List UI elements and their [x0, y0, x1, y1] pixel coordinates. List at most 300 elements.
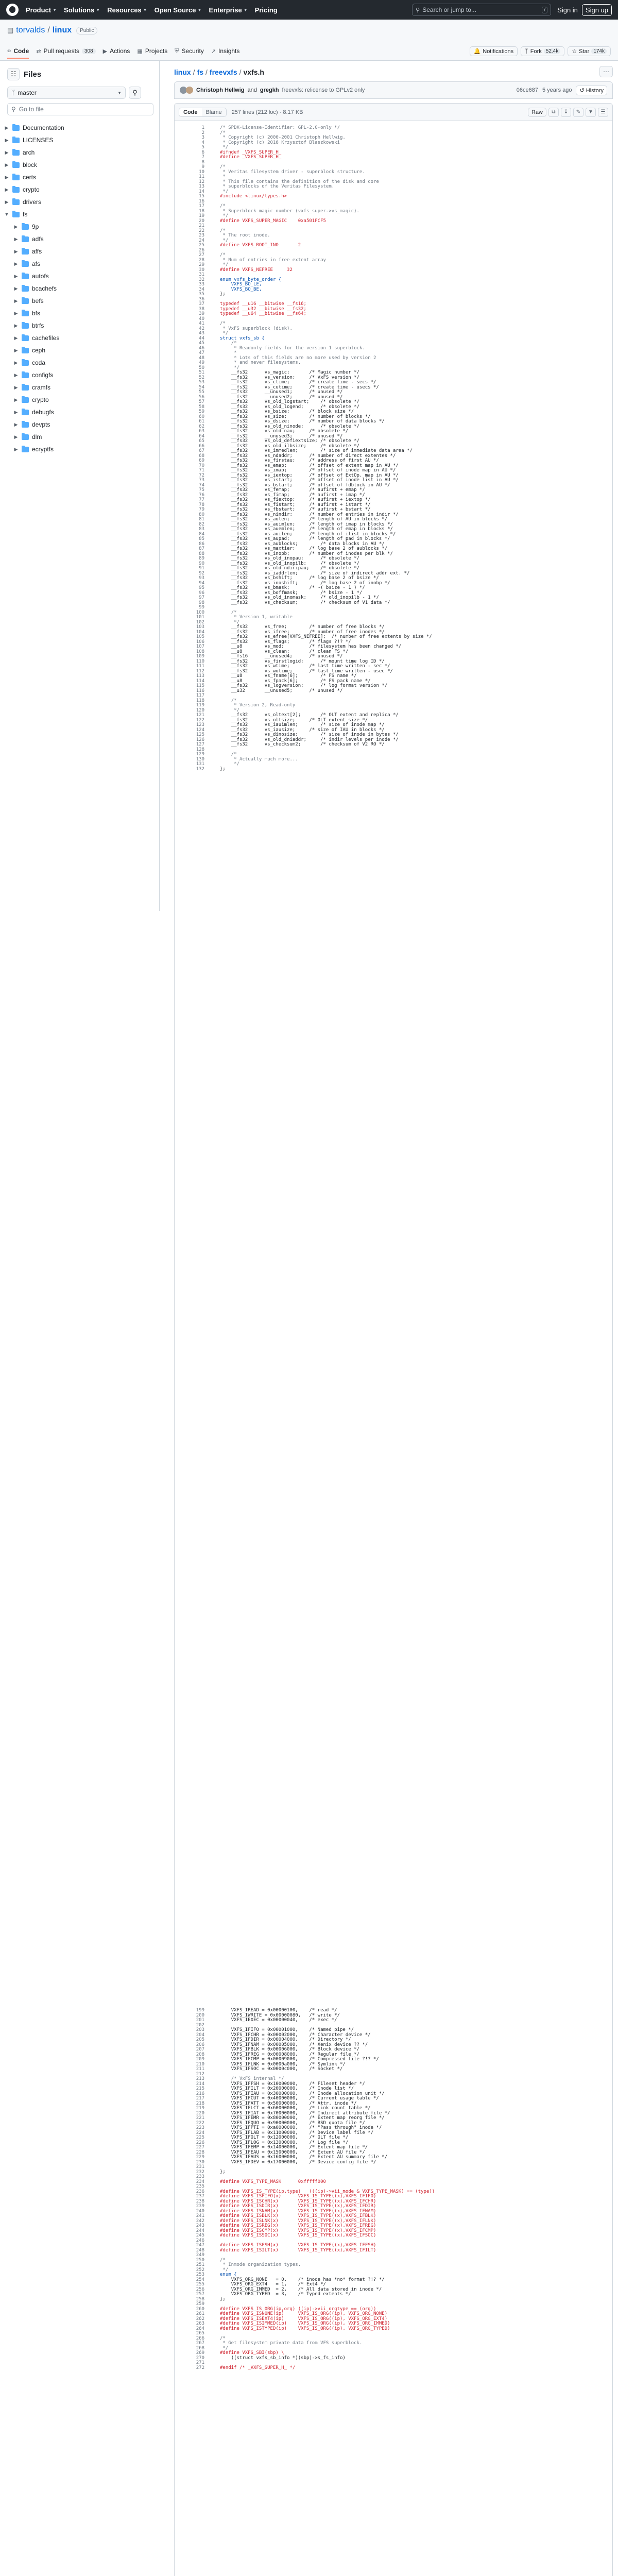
line-number[interactable]: 54 — [199, 384, 204, 390]
line-number[interactable]: 205 — [196, 2037, 204, 2042]
line-number[interactable]: 68 — [199, 453, 204, 459]
tree-item-bfs[interactable] — [4, 307, 157, 319]
line-number[interactable]: 74 — [199, 482, 204, 488]
line-number[interactable]: 13 — [199, 184, 204, 189]
line-number[interactable]: 104 — [196, 629, 204, 635]
line-number[interactable]: 117 — [196, 693, 204, 698]
line-number[interactable]: 107 — [196, 644, 204, 649]
line-number[interactable]: 97 — [199, 595, 204, 600]
line-number[interactable]: 84 — [199, 531, 204, 537]
line-number[interactable]: 245 — [196, 2233, 204, 2238]
tab-actions[interactable] — [103, 47, 130, 58]
line-number[interactable]: 90 — [199, 561, 204, 566]
line-number[interactable]: 44 — [199, 335, 204, 341]
top-nav-item[interactable] — [64, 6, 100, 14]
line-number[interactable]: 267 — [196, 2341, 204, 2346]
line-number[interactable]: 88 — [199, 551, 204, 556]
line-number[interactable]: 219 — [196, 2106, 204, 2111]
search-input[interactable] — [412, 4, 551, 16]
line-number[interactable]: 105 — [196, 634, 204, 639]
line-number[interactable]: 232 — [196, 2169, 204, 2175]
code-view-button[interactable]: Code — [179, 108, 202, 116]
repo-name-link[interactable]: linux — [52, 26, 72, 35]
chevron-down-icon[interactable]: ▼ — [586, 108, 596, 117]
avatar[interactable] — [186, 87, 193, 94]
line-number[interactable]: 268 — [196, 2345, 204, 2351]
line-number[interactable]: 103 — [196, 624, 204, 630]
line-number[interactable]: 113 — [196, 673, 204, 679]
tree-item-cachefiles[interactable] — [4, 332, 157, 344]
line-number[interactable]: 106 — [196, 639, 204, 645]
tree-item-crypto[interactable] — [4, 183, 157, 196]
line-number[interactable]: 249 — [196, 2252, 204, 2258]
line-number[interactable]: 36 — [199, 296, 204, 302]
line-number[interactable]: 255 — [196, 2282, 204, 2287]
line-number[interactable]: 27 — [199, 252, 204, 258]
line-number[interactable]: 238 — [196, 2198, 204, 2204]
collapse-sidebar-icon[interactable]: ☷ — [7, 68, 20, 80]
top-nav-item[interactable] — [107, 6, 147, 14]
line-number[interactable]: 29 — [199, 262, 204, 267]
symbols-panel-icon[interactable]: ☰ — [598, 108, 608, 117]
line-number[interactable]: 223 — [196, 2125, 204, 2130]
tree-item-befs[interactable] — [4, 295, 157, 307]
line-number[interactable]: 26 — [199, 247, 204, 253]
line-number[interactable]: 21 — [199, 223, 204, 228]
line-number[interactable]: 199 — [196, 2008, 204, 2013]
line-number[interactable]: 64 — [199, 433, 204, 439]
line-number[interactable]: 127 — [196, 742, 204, 747]
sign-up-button[interactable]: Sign up — [582, 4, 612, 16]
line-number[interactable]: 116 — [196, 688, 204, 693]
top-nav-item[interactable] — [26, 6, 57, 14]
chevron-right-icon[interactable]: ▶ — [5, 125, 9, 130]
chevron-right-icon[interactable]: ▶ — [14, 384, 18, 390]
line-number[interactable]: 242 — [196, 2218, 204, 2224]
more-options-icon[interactable]: ⋯ — [599, 66, 613, 77]
line-number[interactable]: 234 — [196, 2179, 204, 2184]
line-number[interactable]: 58 — [199, 404, 204, 410]
tree-item-configfs[interactable] — [4, 369, 157, 381]
line-number[interactable]: 69 — [199, 458, 204, 463]
line-number[interactable]: 66 — [199, 443, 204, 449]
line-number[interactable]: 38 — [199, 306, 204, 312]
line-number[interactable]: 111 — [196, 664, 204, 669]
line-number[interactable]: 15 — [199, 194, 204, 199]
commit-hash[interactable]: 06ce687 — [516, 87, 538, 93]
line-number[interactable]: 119 — [196, 703, 204, 708]
line-number[interactable]: 82 — [199, 521, 204, 527]
chevron-right-icon[interactable]: ▶ — [14, 335, 18, 341]
line-number[interactable]: 237 — [196, 2194, 204, 2199]
line-number[interactable]: 131 — [196, 761, 204, 767]
notifications-button[interactable] — [470, 46, 518, 56]
tree-item-licenses[interactable] — [4, 134, 157, 146]
line-number[interactable]: 235 — [196, 2184, 204, 2189]
breadcrumb-link[interactable]: freevxfs — [209, 68, 237, 76]
line-number[interactable]: 228 — [196, 2149, 204, 2155]
chevron-right-icon[interactable]: ▶ — [14, 372, 18, 378]
chevron-right-icon[interactable]: ▶ — [5, 137, 9, 143]
tree-item-ecryptfs[interactable] — [4, 443, 157, 455]
line-number[interactable]: 31 — [199, 272, 204, 277]
line-number[interactable]: 25 — [199, 243, 204, 248]
line-number[interactable]: 236 — [196, 2189, 204, 2194]
line-number[interactable]: 65 — [199, 438, 204, 444]
line-number[interactable]: 269 — [196, 2350, 204, 2355]
line-number[interactable]: 270 — [196, 2355, 204, 2361]
line-number[interactable]: 129 — [196, 752, 204, 757]
line-number[interactable]: 206 — [196, 2042, 204, 2047]
chevron-right-icon[interactable]: ▶ — [14, 248, 18, 254]
chevron-right-icon[interactable]: ▶ — [14, 434, 18, 439]
line-number[interactable]: 96 — [199, 590, 204, 596]
line-number[interactable]: 60 — [199, 414, 204, 419]
github-logo-icon[interactable] — [6, 4, 19, 16]
star-button[interactable] — [568, 46, 611, 56]
tab-code[interactable] — [7, 47, 29, 59]
line-number[interactable]: 272 — [196, 2365, 204, 2370]
line-number[interactable]: 34 — [199, 286, 204, 292]
line-number[interactable]: 233 — [196, 2174, 204, 2179]
line-number[interactable]: 125 — [196, 732, 204, 737]
line-number[interactable]: 241 — [196, 2213, 204, 2218]
line-number[interactable]: 86 — [199, 541, 204, 547]
line-number[interactable]: 77 — [199, 497, 204, 502]
tab-projects[interactable] — [137, 47, 167, 58]
line-number[interactable]: 28 — [199, 257, 204, 263]
line-number[interactable]: 224 — [196, 2130, 204, 2136]
line-number[interactable]: 203 — [196, 2027, 204, 2032]
line-number[interactable]: 102 — [196, 619, 204, 625]
tree-item-block[interactable] — [4, 159, 157, 171]
line-number[interactable]: 56 — [199, 394, 204, 400]
chevron-right-icon[interactable]: ▶ — [5, 187, 9, 192]
chevron-right-icon[interactable]: ▶ — [14, 347, 18, 353]
line-number[interactable]: 92 — [199, 570, 204, 576]
line-number[interactable]: 71 — [199, 468, 204, 473]
tree-item-debugfs[interactable] — [4, 406, 157, 418]
line-number[interactable]: 20 — [199, 218, 204, 224]
chevron-right-icon[interactable]: ▶ — [14, 360, 18, 365]
line-number[interactable]: 98 — [199, 600, 204, 605]
line-number[interactable]: 132 — [196, 766, 204, 772]
chevron-right-icon[interactable]: ▶ — [14, 397, 18, 402]
line-number[interactable]: 250 — [196, 2257, 204, 2263]
tree-item-affs[interactable] — [4, 245, 157, 258]
line-number[interactable]: 1 — [201, 125, 204, 130]
tree-item-crypto[interactable] — [4, 394, 157, 406]
line-number[interactable]: 220 — [196, 2110, 204, 2116]
tree-item-coda[interactable] — [4, 357, 157, 369]
chevron-right-icon[interactable]: ▶ — [14, 446, 18, 452]
tree-item-arch[interactable] — [4, 146, 157, 159]
line-number[interactable]: 83 — [199, 527, 204, 532]
line-number[interactable]: 72 — [199, 472, 204, 478]
chevron-right-icon[interactable]: ▶ — [14, 273, 18, 279]
line-number[interactable]: 121 — [196, 713, 204, 718]
tree-item-btrfs[interactable] — [4, 319, 157, 332]
line-number[interactable]: 266 — [196, 2335, 204, 2341]
line-number[interactable]: 46 — [199, 345, 204, 351]
line-number[interactable]: 222 — [196, 2120, 204, 2126]
line-number[interactable]: 33 — [199, 282, 204, 287]
line-number[interactable]: 264 — [196, 2326, 204, 2331]
line-number[interactable]: 53 — [199, 380, 204, 385]
line-number[interactable]: 210 — [196, 2061, 204, 2067]
tree-item-ceph[interactable] — [4, 344, 157, 357]
line-number[interactable]: 243 — [196, 2223, 204, 2228]
chevron-right-icon[interactable]: ▶ — [14, 236, 18, 242]
line-number[interactable]: 257 — [196, 2292, 204, 2297]
line-number[interactable]: 208 — [196, 2052, 204, 2057]
line-number[interactable]: 126 — [196, 737, 204, 742]
commit-message[interactable]: freevxfs: relicense to GPLv2 only — [282, 87, 365, 93]
branch-selector[interactable] — [7, 87, 126, 99]
line-number[interactable]: 11 — [199, 174, 204, 179]
line-number[interactable]: 6 — [201, 149, 204, 155]
line-number[interactable]: 50 — [199, 365, 204, 370]
line-number[interactable]: 227 — [196, 2145, 204, 2150]
line-number[interactable]: 4 — [201, 140, 204, 145]
line-number[interactable]: 51 — [199, 370, 204, 375]
line-number[interactable]: 110 — [196, 658, 204, 664]
sign-in-link[interactable]: Sign in — [557, 6, 578, 14]
chevron-right-icon[interactable]: ▶ — [14, 310, 18, 316]
line-number[interactable]: 99 — [199, 605, 204, 610]
line-number[interactable]: 202 — [196, 2022, 204, 2028]
line-number[interactable]: 40 — [199, 316, 204, 321]
line-number[interactable]: 214 — [196, 2081, 204, 2087]
line-number[interactable]: 226 — [196, 2140, 204, 2145]
line-number[interactable]: 230 — [196, 2159, 204, 2165]
line-number[interactable]: 24 — [199, 238, 204, 243]
top-nav-item[interactable] — [154, 6, 202, 14]
line-number[interactable]: 7 — [201, 155, 204, 160]
line-number[interactable]: 42 — [199, 326, 204, 331]
repo-owner-link[interactable]: torvalds — [16, 26, 45, 35]
line-number[interactable]: 81 — [199, 517, 204, 522]
line-number[interactable]: 70 — [199, 463, 204, 468]
line-number[interactable]: 75 — [199, 487, 204, 493]
line-number[interactable]: 221 — [196, 2115, 204, 2121]
line-number[interactable]: 248 — [196, 2247, 204, 2253]
line-number[interactable]: 45 — [199, 341, 204, 346]
line-number[interactable]: 85 — [199, 536, 204, 541]
fork-button[interactable] — [521, 46, 564, 56]
line-number[interactable]: 256 — [196, 2286, 204, 2292]
chevron-right-icon[interactable]: ▶ — [5, 199, 9, 205]
tree-item-devpts[interactable] — [4, 418, 157, 431]
line-number[interactable]: 62 — [199, 423, 204, 429]
commit-coauthor[interactable]: gregkh — [260, 87, 279, 93]
line-number[interactable]: 246 — [196, 2238, 204, 2243]
tab-security[interactable] — [175, 47, 204, 58]
line-number[interactable]: 39 — [199, 311, 204, 316]
line-number[interactable]: 95 — [199, 585, 204, 590]
line-number[interactable]: 73 — [199, 478, 204, 483]
chevron-right-icon[interactable]: ▶ — [5, 174, 9, 180]
line-number[interactable]: 229 — [196, 2155, 204, 2160]
top-nav-item[interactable] — [209, 6, 247, 14]
tree-item-cramfs[interactable] — [4, 381, 157, 394]
line-number[interactable]: 260 — [196, 2306, 204, 2312]
tab-insights[interactable] — [211, 47, 240, 58]
line-number[interactable]: 247 — [196, 2243, 204, 2248]
line-number[interactable]: 109 — [196, 654, 204, 659]
line-number[interactable]: 3 — [201, 135, 204, 140]
line-number[interactable]: 209 — [196, 2057, 204, 2062]
chevron-right-icon[interactable]: ▶ — [5, 162, 9, 167]
line-number[interactable]: 271 — [196, 2360, 204, 2365]
line-number[interactable]: 14 — [199, 189, 204, 194]
line-number[interactable]: 218 — [196, 2100, 204, 2106]
top-nav-item[interactable] — [255, 6, 278, 14]
line-number[interactable]: 80 — [199, 512, 204, 517]
chevron-right-icon[interactable]: ▶ — [14, 261, 18, 266]
chevron-right-icon[interactable]: ▶ — [14, 323, 18, 328]
edit-icon[interactable]: ✎ — [573, 108, 583, 117]
line-number[interactable]: 67 — [199, 448, 204, 453]
line-number[interactable]: 22 — [199, 228, 204, 233]
tree-item-9p[interactable] — [4, 221, 157, 233]
line-number[interactable]: 240 — [196, 2208, 204, 2214]
raw-button[interactable]: Raw — [528, 108, 546, 117]
line-number[interactable]: 263 — [196, 2321, 204, 2326]
line-number[interactable]: 93 — [199, 575, 204, 581]
line-number[interactable]: 252 — [196, 2267, 204, 2273]
line-number[interactable]: 59 — [199, 409, 204, 414]
line-number[interactable]: 207 — [196, 2047, 204, 2052]
tree-item-documentation[interactable] — [4, 122, 157, 134]
chevron-right-icon[interactable]: ▶ — [5, 149, 9, 155]
line-number[interactable]: 79 — [199, 507, 204, 512]
line-number[interactable]: 8 — [201, 159, 204, 165]
line-number[interactable]: 115 — [196, 683, 204, 688]
line-number[interactable]: 120 — [196, 707, 204, 713]
chevron-right-icon[interactable]: ▶ — [14, 421, 18, 427]
line-number[interactable]: 41 — [199, 321, 204, 326]
line-number[interactable]: 91 — [199, 566, 204, 571]
line-number[interactable]: 225 — [196, 2135, 204, 2140]
download-icon[interactable]: ↧ — [561, 108, 571, 117]
line-number[interactable]: 48 — [199, 355, 204, 361]
line-number[interactable]: 10 — [199, 169, 204, 175]
line-number[interactable]: 200 — [196, 2012, 204, 2018]
line-number[interactable]: 19 — [199, 213, 204, 218]
line-number[interactable]: 30 — [199, 267, 204, 273]
line-number[interactable]: 259 — [196, 2301, 204, 2307]
line-number[interactable]: 43 — [199, 331, 204, 336]
line-number[interactable]: 94 — [199, 580, 204, 586]
line-number[interactable]: 124 — [196, 727, 204, 733]
line-number[interactable]: 55 — [199, 389, 204, 395]
line-number[interactable]: 9 — [201, 164, 204, 170]
line-number[interactable]: 76 — [199, 492, 204, 498]
line-number[interactable]: 253 — [196, 2272, 204, 2277]
line-number[interactable]: 251 — [196, 2262, 204, 2267]
tree-item-drivers[interactable] — [4, 196, 157, 208]
blame-view-button[interactable]: Blame — [202, 108, 226, 116]
line-number[interactable]: 239 — [196, 2204, 204, 2209]
history-button[interactable] — [576, 86, 607, 95]
line-number[interactable]: 2 — [201, 130, 204, 135]
line-number[interactable]: 130 — [196, 756, 204, 762]
line-number[interactable]: 57 — [199, 399, 204, 404]
line-number[interactable]: 231 — [196, 2164, 204, 2170]
tree-item-adfs[interactable] — [4, 233, 157, 245]
line-number[interactable]: 261 — [196, 2311, 204, 2316]
line-number[interactable]: 216 — [196, 2091, 204, 2096]
chevron-down-icon[interactable]: ▼ — [4, 212, 9, 217]
chevron-right-icon[interactable]: ▶ — [14, 298, 18, 303]
line-number[interactable]: 213 — [196, 2076, 204, 2081]
line-number[interactable]: 118 — [196, 698, 204, 703]
line-number[interactable]: 122 — [196, 717, 204, 723]
chevron-right-icon[interactable]: ▶ — [14, 285, 18, 291]
line-number[interactable]: 217 — [196, 2096, 204, 2101]
commit-author[interactable]: Christoph Hellwig — [196, 87, 245, 93]
line-number[interactable]: 100 — [196, 609, 204, 615]
line-number[interactable]: 212 — [196, 2071, 204, 2077]
line-number[interactable]: 78 — [199, 502, 204, 507]
go-to-file-input[interactable] — [7, 103, 153, 115]
breadcrumb-link[interactable]: linux — [174, 68, 191, 76]
line-number[interactable]: 101 — [196, 615, 204, 620]
tree-item-bcachefs[interactable] — [4, 282, 157, 295]
line-number[interactable]: 87 — [199, 546, 204, 551]
line-number[interactable]: 204 — [196, 2032, 204, 2038]
line-number[interactable]: 35 — [199, 292, 204, 297]
line-number[interactable]: 52 — [199, 375, 204, 380]
line-number[interactable]: 211 — [196, 2066, 204, 2072]
line-number[interactable]: 5 — [201, 145, 204, 150]
copy-icon[interactable]: ⧉ — [548, 108, 559, 117]
line-number[interactable]: 61 — [199, 419, 204, 424]
line-number[interactable]: 108 — [196, 649, 204, 654]
line-number[interactable]: 215 — [196, 2086, 204, 2091]
tree-item-autofs[interactable] — [4, 270, 157, 282]
chevron-right-icon[interactable]: ▶ — [14, 409, 18, 415]
line-number[interactable]: 32 — [199, 277, 204, 282]
file-search-icon[interactable]: ⚲ — [129, 87, 141, 99]
breadcrumb-link[interactable]: fs — [197, 68, 204, 76]
line-number[interactable]: 37 — [199, 301, 204, 307]
line-number[interactable]: 265 — [196, 2331, 204, 2336]
line-number[interactable]: 49 — [199, 360, 204, 365]
line-number[interactable]: 244 — [196, 2228, 204, 2233]
line-number[interactable]: 47 — [199, 350, 204, 355]
line-number[interactable]: 112 — [196, 668, 204, 674]
line-number[interactable]: 201 — [196, 2018, 204, 2023]
line-number[interactable]: 114 — [196, 678, 204, 684]
tree-item-certs[interactable] — [4, 171, 157, 183]
line-number[interactable]: 18 — [199, 208, 204, 214]
tree-item-fs[interactable] — [4, 208, 157, 221]
line-number[interactable]: 123 — [196, 722, 204, 727]
line-number[interactable]: 12 — [199, 179, 204, 184]
tab-pull-requests[interactable] — [36, 47, 95, 58]
line-number[interactable]: 262 — [196, 2316, 204, 2321]
line-number[interactable]: 254 — [196, 2277, 204, 2282]
line-number[interactable]: 89 — [199, 556, 204, 561]
line-number[interactable]: 23 — [199, 233, 204, 238]
chevron-right-icon[interactable]: ▶ — [14, 224, 18, 229]
tree-item-afs[interactable] — [4, 258, 157, 270]
line-number[interactable]: 17 — [199, 204, 204, 209]
line-number[interactable]: 63 — [199, 429, 204, 434]
line-number[interactable]: 128 — [196, 747, 204, 752]
